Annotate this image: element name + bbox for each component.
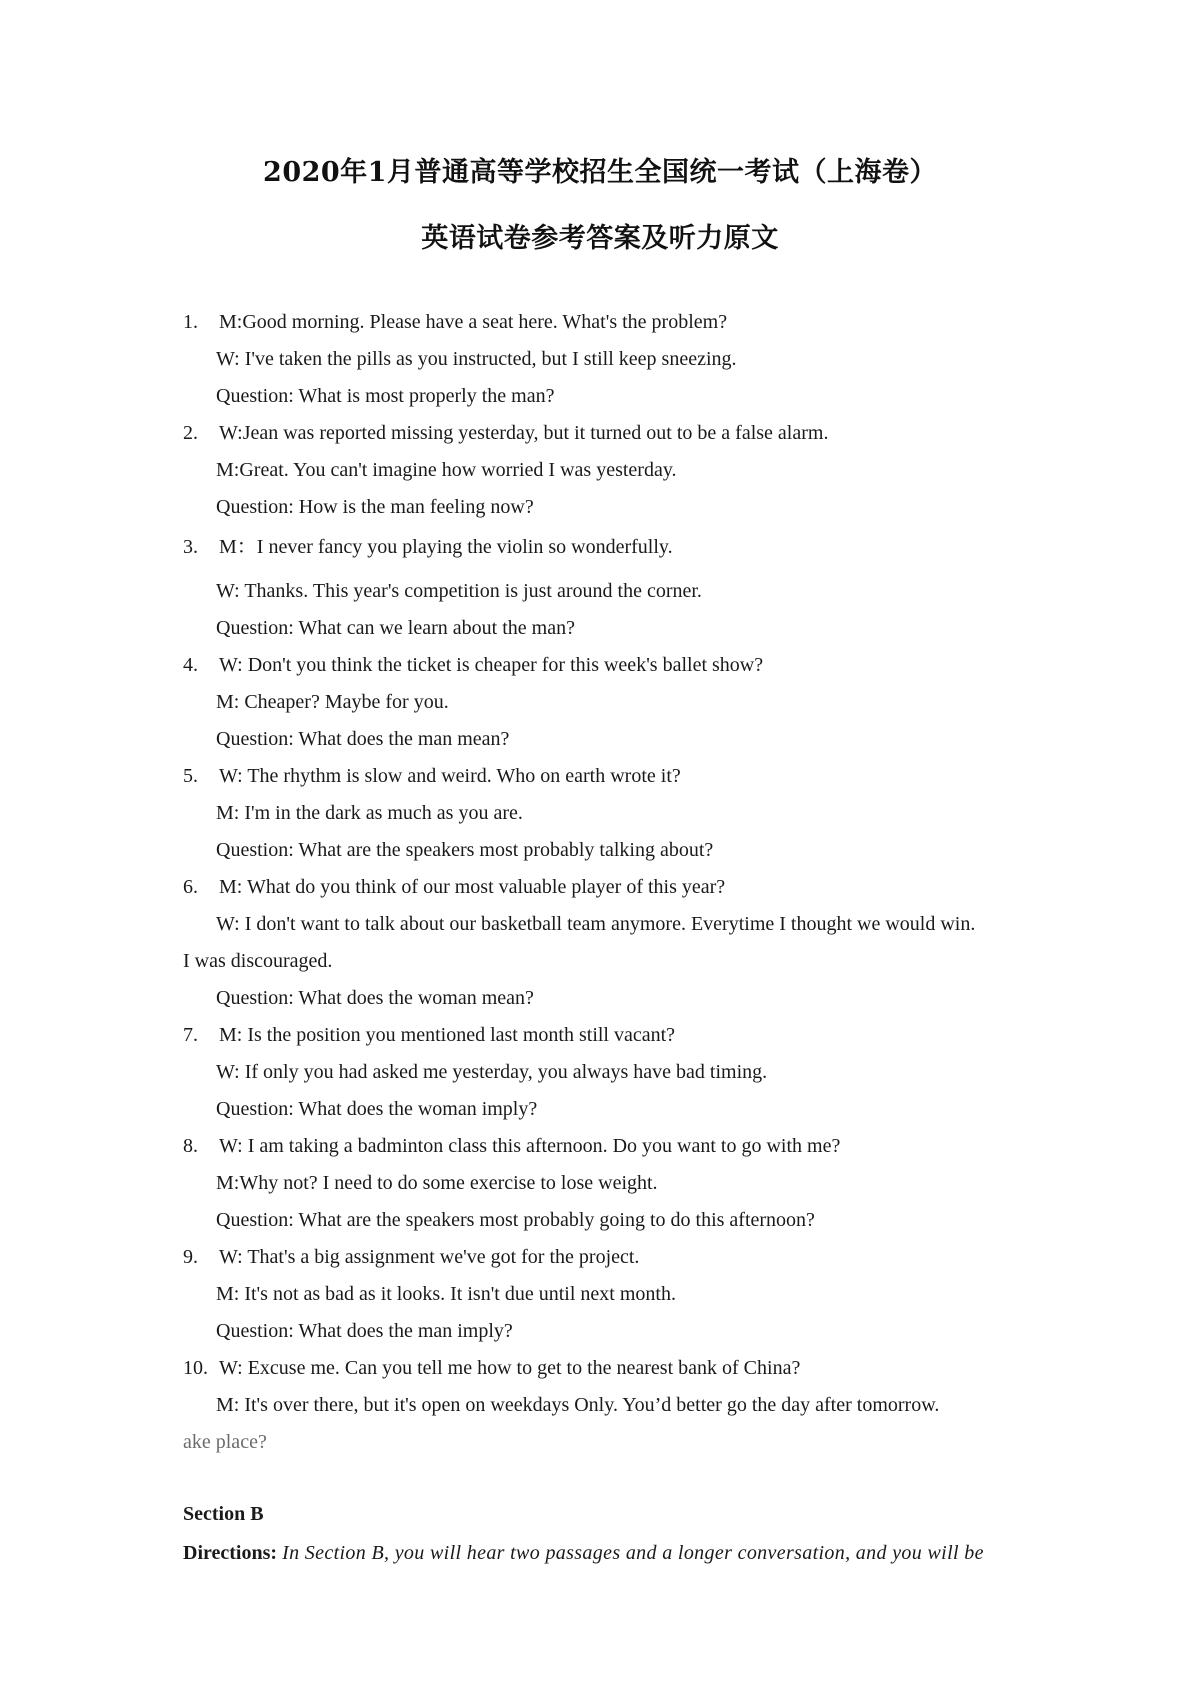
- dialogue-text: W: That's a big assignment we've got for the project.: [219, 1246, 640, 1268]
- section-b-heading: Section B: [183, 1503, 264, 1525]
- dialogue-text: W: Excuse me. Can you tell me how to get to the nearest bank of China?: [219, 1357, 801, 1379]
- document-subtitle: 英语试卷参考答案及听力原文: [421, 223, 779, 254]
- item-7-first-line: [183, 1022, 675, 1048]
- item-1-question: Question: What is most properly the man?: [216, 385, 555, 407]
- item-6-second-line-continued: I was discouraged.: [183, 950, 333, 972]
- dialogue-text: M: What do you think of our most valuable player of this year?: [219, 876, 726, 898]
- dialogue-text: M: Is the position you mentioned last month still vacant?: [219, 1024, 676, 1046]
- item-9-question: Question: What does the man imply?: [216, 1320, 513, 1342]
- dialogue-text: W: I am taking a badminton class this afternoon. Do you want to go with me?: [219, 1135, 841, 1157]
- item-4-question: Question: What does the man mean?: [216, 728, 510, 750]
- item-3-second-line: W: Thanks. This year's competition is just around the corner.: [216, 580, 702, 602]
- item-3-first-line: [183, 534, 673, 560]
- directions-label: Directions:: [183, 1542, 278, 1564]
- item-4-first-line: [183, 652, 763, 678]
- dialogue-text: M：I never fancy you playing the violin so wonderfully.: [219, 536, 673, 558]
- item-number: 9.: [183, 1246, 198, 1268]
- item-5-second-line: M: I'm in the dark as much as you are.: [216, 802, 523, 824]
- item-1-second-line: W: I've taken the pills as you instructed, but I still keep sneezing.: [216, 348, 737, 370]
- dialogue-text: W:Jean was reported missing yesterday, but it turned out to be a false alarm.: [219, 422, 829, 444]
- dialogue-text: W: The rhythm is slow and weird. Who on earth wrote it?: [219, 765, 681, 787]
- directions-text: In Section B, you will hear two passages and a longer conversation, and you will be: [282, 1542, 984, 1564]
- item-6-first-line: [183, 874, 725, 900]
- item-8-question: Question: What are the speakers most probably going to do this afternoon?: [216, 1209, 815, 1231]
- item-10-second-line: M: It's over there, but it's open on weekdays Only. You’d better go the day after tomorrow.: [216, 1394, 940, 1416]
- item-9-second-line: M: It's not as bad as it looks. It isn't due until next month.: [216, 1283, 676, 1305]
- item-number: 5.: [183, 765, 198, 787]
- item-6-question: Question: What does the woman mean?: [216, 987, 534, 1009]
- dialogue-text: W: Don't you think the ticket is cheaper for this week's ballet show?: [219, 654, 764, 676]
- item-4-second-line: M: Cheaper? Maybe for you.: [216, 691, 449, 713]
- item-5-first-line: [183, 763, 681, 789]
- item-8-second-line: M:Why not? I need to do some exercise to lose weight.: [216, 1172, 658, 1194]
- item-7-question: Question: What does the woman imply?: [216, 1098, 538, 1120]
- item-number: 2.: [183, 422, 198, 444]
- document-title: 2020年1月普通高等学校招生全国统一考试（上海卷）: [263, 157, 937, 188]
- item-2-first-line: [183, 420, 828, 446]
- item-number: 10.: [183, 1357, 208, 1379]
- section-b-directions: [183, 1540, 1023, 1566]
- dialogue-text: M:Good morning. Please have a seat here. What's the problem?: [219, 311, 728, 333]
- item-1-first-line: [183, 309, 727, 335]
- item-number: 4.: [183, 654, 198, 676]
- item-7-second-line: W: If only you had asked me yesterday, you always have bad timing.: [216, 1061, 768, 1083]
- item-number: 6.: [183, 876, 198, 898]
- item-number: 3.: [183, 536, 198, 558]
- item-10-first-line: [183, 1355, 800, 1381]
- item-3-question: Question: What can we learn about the man?: [216, 617, 575, 639]
- item-2-question: Question: How is the man feeling now?: [216, 496, 534, 518]
- item-9-first-line: [183, 1244, 639, 1270]
- item-5-question: Question: What are the speakers most probably talking about?: [216, 839, 714, 861]
- item-10-fragment: ake place?: [183, 1431, 267, 1453]
- item-number: 1.: [183, 311, 198, 333]
- item-2-second-line: M:Great. You can't imagine how worried I was yesterday.: [216, 459, 677, 481]
- item-number: 7.: [183, 1024, 198, 1046]
- item-8-first-line: [183, 1133, 840, 1159]
- item-6-second-line: W: I don't want to talk about our basketball team anymore. Everytime I thought we would win.: [216, 913, 976, 935]
- item-number: 8.: [183, 1135, 198, 1157]
